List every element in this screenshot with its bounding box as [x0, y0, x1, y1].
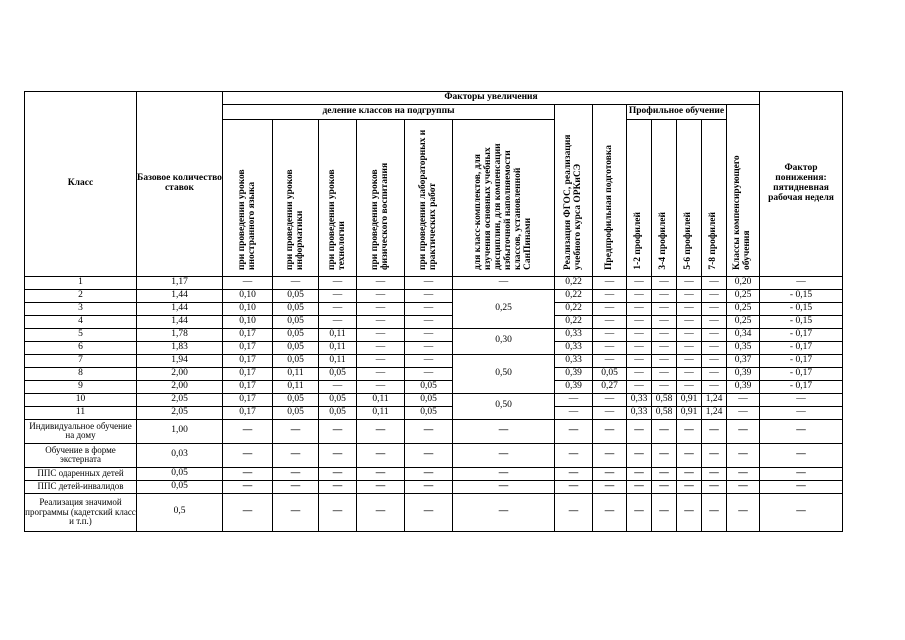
dash-cell: — — [652, 419, 677, 443]
header-div-col-4-cell — [357, 120, 405, 277]
division-value-cell: 0,05 — [273, 341, 319, 354]
fgos-cell: 0,22 — [555, 289, 593, 302]
profile-value-cell: — — [627, 315, 652, 328]
factor-down-cell: — — [760, 393, 843, 406]
base-cell: 1,78 — [137, 328, 223, 341]
class-cell: 10 — [25, 393, 137, 406]
dash-cell: — — [702, 467, 727, 480]
table-row — [25, 289, 843, 302]
dash-cell: — — [405, 419, 453, 443]
profile-value-cell: — — [652, 354, 677, 367]
fgos-cell: 0,22 — [555, 276, 593, 289]
header-factor-down: Фактор понижения: пятидневная рабочая неделя — [760, 92, 843, 277]
dash-cell: — — [223, 467, 273, 480]
dash-cell: — — [652, 480, 677, 493]
table-row — [25, 302, 843, 315]
profile-value-cell: — — [702, 367, 727, 380]
dash-cell: — — [677, 443, 702, 467]
class-cell: 5 — [25, 328, 137, 341]
division-value-cell: 0,17 — [223, 354, 273, 367]
compensation-merged-cell: 0,25 — [453, 289, 555, 328]
table-row — [25, 367, 843, 380]
division-value-cell: — — [357, 276, 405, 289]
division-value-cell: — — [223, 276, 273, 289]
compensating-cell: 0,25 — [727, 302, 760, 315]
preprof-cell: — — [593, 289, 627, 302]
dash-cell: — — [319, 443, 357, 467]
preprof-cell: 0,05 — [593, 367, 627, 380]
dash-cell: — — [319, 419, 357, 443]
factor-down-cell: - 0,15 — [760, 315, 843, 328]
division-value-cell: 0,05 — [273, 289, 319, 302]
special-label-cell: Индивидуальное обучение на дому — [25, 419, 137, 443]
compensating-cell: 0,37 — [727, 354, 760, 367]
header-profile-col-3-cell — [677, 120, 702, 277]
division-value-cell: 0,05 — [319, 367, 357, 380]
base-cell: 1,44 — [137, 315, 223, 328]
dash-cell: — — [273, 493, 319, 531]
division-value-cell: 0,05 — [405, 393, 453, 406]
class-cell: 3 — [25, 302, 137, 315]
division-value-cell: 0,10 — [223, 315, 273, 328]
dash-cell: — — [652, 493, 677, 531]
dash-cell: — — [319, 467, 357, 480]
compensation-merged-cell: 0,30 — [453, 328, 555, 354]
division-value-cell: 0,05 — [405, 406, 453, 419]
dash-cell: — — [273, 480, 319, 493]
profile-value-cell: — — [702, 276, 727, 289]
division-value-cell: — — [405, 302, 453, 315]
base-cell: 2,05 — [137, 393, 223, 406]
division-value-cell: — — [405, 315, 453, 328]
profile-value-cell: 0,58 — [652, 406, 677, 419]
base-cell: 0,03 — [137, 443, 223, 467]
division-value-cell: — — [319, 302, 357, 315]
profile-value-cell: — — [702, 380, 727, 393]
dash-cell: — — [677, 419, 702, 443]
fgos-cell: 0,39 — [555, 367, 593, 380]
division-value-cell: 0,17 — [223, 406, 273, 419]
dash-cell: — — [652, 443, 677, 467]
preprof-cell: — — [593, 328, 627, 341]
coefficients-table — [24, 91, 843, 532]
dash-cell: — — [555, 419, 593, 443]
header-profile-col-2-cell — [652, 120, 677, 277]
profile-value-cell: — — [677, 380, 702, 393]
profile-value-cell: 0,58 — [652, 393, 677, 406]
profile-value-cell: — — [627, 380, 652, 393]
header-class: Класс — [25, 92, 137, 277]
dash-cell: — — [627, 493, 652, 531]
division-value-cell: 0,05 — [273, 393, 319, 406]
dash-cell: — — [652, 467, 677, 480]
dash-cell: — — [702, 480, 727, 493]
special-label-cell: ППС детей-инвалидов — [25, 480, 137, 493]
preprof-cell: 0,27 — [593, 380, 627, 393]
table-row — [25, 443, 843, 467]
division-value-cell: 0,10 — [223, 289, 273, 302]
profile-value-cell: — — [627, 354, 652, 367]
profile-value-cell: — — [677, 315, 702, 328]
profile-value-cell: — — [702, 302, 727, 315]
dash-cell: — — [319, 480, 357, 493]
dash-cell: — — [627, 443, 652, 467]
class-cell: 2 — [25, 289, 137, 302]
dash-cell: — — [727, 493, 760, 531]
header-div-col-2: при проведении уроков информатики — [284, 169, 305, 270]
header-compensating: Классы компенсирующего обучения — [732, 155, 752, 270]
profile-value-cell: 0,91 — [677, 393, 702, 406]
dash-cell: — — [453, 443, 555, 467]
header-profile-col-2: 3-4 профилей — [658, 212, 669, 270]
dash-cell: — — [453, 419, 555, 443]
dash-cell: — — [760, 493, 843, 531]
header-div-col-1-cell — [223, 120, 273, 277]
division-value-cell: 0,05 — [273, 406, 319, 419]
division-value-cell: — — [405, 328, 453, 341]
division-value-cell: 0,05 — [405, 380, 453, 393]
dash-cell: — — [273, 419, 319, 443]
header-profile-col-3: 5-6 профилей — [683, 212, 694, 270]
header-div-col-5: при проведении лабораторных и практических работ — [417, 129, 438, 270]
division-value-cell: — — [357, 315, 405, 328]
division-value-cell: — — [357, 341, 405, 354]
table-row — [25, 315, 843, 328]
header-div-col-6: для класс-комплектов, для изучения основных учебных дисциплин, для компенсации избыточной наполняемости классов, установленной СанПинами — [472, 143, 533, 270]
dash-cell: — — [273, 443, 319, 467]
base-cell: 0,5 — [137, 493, 223, 531]
profile-value-cell: — — [627, 302, 652, 315]
dash-cell: — — [223, 443, 273, 467]
table-row — [25, 380, 843, 393]
base-cell: 1,83 — [137, 341, 223, 354]
division-value-cell: — — [357, 380, 405, 393]
dash-cell: — — [677, 493, 702, 531]
dash-cell: — — [727, 480, 760, 493]
factor-down-cell: — — [760, 276, 843, 289]
header-div-col-1: при проведении уроков иностранного языка — [236, 169, 257, 270]
dash-cell: — — [357, 493, 405, 531]
dash-cell: — — [453, 493, 555, 531]
header-fgos: Реализация ФГОС, реализация учебного курса ОРКиСЭ — [562, 134, 583, 270]
header-compensating-cell — [727, 105, 760, 277]
dash-cell: — — [453, 467, 555, 480]
base-cell: 2,00 — [137, 367, 223, 380]
dash-cell: — — [593, 467, 627, 480]
factor-down-cell: - 0,17 — [760, 380, 843, 393]
header-div-col-3: при проведении уроков технологии — [326, 169, 347, 270]
dash-cell: — — [627, 480, 652, 493]
table-row — [25, 341, 843, 354]
profile-value-cell: 0,91 — [677, 406, 702, 419]
dash-cell: — — [405, 467, 453, 480]
profile-value-cell: — — [702, 315, 727, 328]
dash-cell: — — [760, 443, 843, 467]
profile-value-cell: — — [652, 315, 677, 328]
table-row — [25, 419, 843, 443]
division-value-cell: 0,05 — [273, 328, 319, 341]
fgos-cell: — — [555, 406, 593, 419]
dash-cell: — — [702, 443, 727, 467]
division-value-cell: — — [319, 276, 357, 289]
factor-down-cell: - 0,17 — [760, 354, 843, 367]
dash-cell: — — [627, 419, 652, 443]
division-value-cell: 0,11 — [319, 341, 357, 354]
base-cell: 2,00 — [137, 380, 223, 393]
profile-value-cell: — — [627, 341, 652, 354]
profile-value-cell: — — [627, 367, 652, 380]
profile-value-cell: — — [652, 367, 677, 380]
division-value-cell: 0,05 — [319, 393, 357, 406]
fgos-cell: 0,39 — [555, 380, 593, 393]
header-factors-up: Факторы увеличения — [223, 92, 760, 105]
base-cell: 1,44 — [137, 289, 223, 302]
compensating-cell: 0,25 — [727, 289, 760, 302]
factor-down-cell: - 0,17 — [760, 328, 843, 341]
dash-cell: — — [593, 480, 627, 493]
compensating-cell: 0,35 — [727, 341, 760, 354]
compensating-cell: — — [727, 393, 760, 406]
class-cell: 6 — [25, 341, 137, 354]
factor-down-cell: — — [760, 406, 843, 419]
header-preprof-cell — [593, 105, 627, 277]
division-value-cell: — — [405, 367, 453, 380]
table-row — [25, 467, 843, 480]
dash-cell: — — [593, 419, 627, 443]
table-row — [25, 393, 843, 406]
compensating-cell: 0,39 — [727, 367, 760, 380]
division-value-cell: 0,17 — [223, 341, 273, 354]
header-div-col-6-cell — [453, 120, 555, 277]
dash-cell: — — [727, 419, 760, 443]
profile-value-cell: — — [702, 354, 727, 367]
profile-value-cell: — — [677, 354, 702, 367]
profile-value-cell: — — [627, 276, 652, 289]
division-value-cell: — — [319, 315, 357, 328]
preprof-cell: — — [593, 276, 627, 289]
profile-value-cell: — — [627, 328, 652, 341]
dash-cell: — — [357, 419, 405, 443]
factor-down-cell: - 0,17 — [760, 367, 843, 380]
class-cell: 1 — [25, 276, 137, 289]
header-div-col-4: при проведении уроков физического воспитания — [369, 162, 390, 270]
profile-value-cell: — — [652, 341, 677, 354]
division-value-cell: — — [405, 354, 453, 367]
dash-cell: — — [223, 493, 273, 531]
dash-cell: — — [357, 480, 405, 493]
division-value-cell: 0,11 — [357, 406, 405, 419]
compensating-cell: 0,39 — [727, 380, 760, 393]
dash-cell: — — [319, 493, 357, 531]
table-row — [25, 354, 843, 367]
profile-value-cell: — — [677, 367, 702, 380]
dash-cell: — — [223, 480, 273, 493]
table-row — [25, 480, 843, 493]
fgos-cell: 0,33 — [555, 328, 593, 341]
dash-cell: — — [760, 467, 843, 480]
profile-value-cell: — — [652, 302, 677, 315]
division-value-cell: — — [357, 302, 405, 315]
division-value-cell: 0,17 — [223, 367, 273, 380]
fgos-cell: 0,33 — [555, 354, 593, 367]
division-value-cell: 0,11 — [273, 380, 319, 393]
table-row — [25, 328, 843, 341]
division-value-cell: — — [357, 289, 405, 302]
fgos-cell: 0,22 — [555, 315, 593, 328]
dash-cell: — — [677, 467, 702, 480]
division-value-cell: 0,17 — [223, 328, 273, 341]
special-label-cell: Обучение в форме экстерната — [25, 443, 137, 467]
division-value-cell: — — [405, 289, 453, 302]
factor-down-cell: - 0,17 — [760, 341, 843, 354]
class-cell: 8 — [25, 367, 137, 380]
division-value-cell: — — [357, 367, 405, 380]
dash-cell: — — [760, 419, 843, 443]
class-cell: 11 — [25, 406, 137, 419]
header-profile-col-1-cell — [627, 120, 652, 277]
dash-cell: — — [453, 480, 555, 493]
profile-value-cell: — — [702, 289, 727, 302]
class-cell: 7 — [25, 354, 137, 367]
compensating-cell: 0,25 — [727, 315, 760, 328]
header-div-col-2-cell — [273, 120, 319, 277]
profile-value-cell: — — [652, 328, 677, 341]
header-div-col-3-cell — [319, 120, 357, 277]
division-value-cell: — — [319, 289, 357, 302]
base-cell: 1,44 — [137, 302, 223, 315]
header-fgos-cell — [555, 105, 593, 277]
profile-value-cell: 1,24 — [702, 406, 727, 419]
fgos-cell: 0,22 — [555, 302, 593, 315]
dash-cell: — — [727, 443, 760, 467]
base-cell: 0,05 — [137, 467, 223, 480]
fgos-cell: 0,33 — [555, 341, 593, 354]
profile-value-cell: — — [702, 328, 727, 341]
division-value-cell: 0,05 — [319, 406, 357, 419]
factor-down-cell: - 0,15 — [760, 302, 843, 315]
dash-cell: — — [223, 419, 273, 443]
dash-cell: — — [593, 443, 627, 467]
header-profile-col-1: 1-2 профилей — [633, 212, 644, 270]
preprof-cell: — — [593, 354, 627, 367]
preprof-cell: — — [593, 341, 627, 354]
table-row — [25, 406, 843, 419]
profile-value-cell: — — [677, 328, 702, 341]
dash-cell: — — [405, 493, 453, 531]
class-cell: 9 — [25, 380, 137, 393]
division-value-cell: 0,17 — [223, 380, 273, 393]
profile-value-cell: — — [677, 302, 702, 315]
profile-value-cell: — — [627, 289, 652, 302]
dash-cell: — — [405, 443, 453, 467]
compensating-cell: — — [727, 406, 760, 419]
preprof-cell: — — [593, 315, 627, 328]
division-value-cell: — — [357, 354, 405, 367]
base-cell: 2,05 — [137, 406, 223, 419]
factor-down-cell: - 0,15 — [760, 289, 843, 302]
compensating-cell: 0,20 — [727, 276, 760, 289]
division-value-cell: 0,11 — [319, 328, 357, 341]
base-cell: 1,17 — [137, 276, 223, 289]
dash-cell: — — [273, 467, 319, 480]
division-value-cell: — — [273, 276, 319, 289]
header-profile-col-4-cell — [702, 120, 727, 277]
class-cell: 4 — [25, 315, 137, 328]
division-value-cell: 0,05 — [273, 354, 319, 367]
special-label-cell: Реализация значимой программы (кадетский класс и т.п.) — [25, 493, 137, 531]
base-cell: 1,00 — [137, 419, 223, 443]
division-value-cell: 0,11 — [319, 354, 357, 367]
dash-cell: — — [702, 493, 727, 531]
dash-cell: — — [677, 480, 702, 493]
profile-value-cell: — — [677, 276, 702, 289]
division-value-cell: 0,05 — [273, 315, 319, 328]
compensation-merged-cell: 0,50 — [453, 354, 555, 393]
dash-cell: — — [555, 480, 593, 493]
division-value-cell: 0,17 — [223, 393, 273, 406]
profile-value-cell: — — [652, 276, 677, 289]
dash-cell: — — [555, 467, 593, 480]
base-cell: 1,94 — [137, 354, 223, 367]
division-value-cell: — — [405, 341, 453, 354]
dash-cell: — — [555, 443, 593, 467]
profile-value-cell: 0,33 — [627, 393, 652, 406]
profile-value-cell: 0,33 — [627, 406, 652, 419]
preprof-cell: — — [593, 302, 627, 315]
dash-cell: — — [357, 467, 405, 480]
division-value-cell: — — [357, 328, 405, 341]
table-row — [25, 493, 843, 531]
table-row — [25, 276, 843, 289]
division-value-cell: 0,05 — [273, 302, 319, 315]
special-label-cell: ППС одаренных детей — [25, 467, 137, 480]
dash-cell: — — [593, 493, 627, 531]
division-value-cell: — — [319, 380, 357, 393]
header-preprof: Предпрофильная подготовка — [603, 145, 614, 270]
header-div-col-5-cell — [405, 120, 453, 277]
dash-cell: — — [727, 467, 760, 480]
header-profile-col-4: 7-8 профилей — [708, 212, 719, 270]
dash-cell: — — [760, 480, 843, 493]
profile-value-cell: — — [652, 380, 677, 393]
division-value-cell: 0,11 — [357, 393, 405, 406]
profile-value-cell: — — [677, 341, 702, 354]
division-value-cell: 0,10 — [223, 302, 273, 315]
header-base: Базовое количество ставок — [137, 92, 223, 277]
dash-cell: — — [702, 419, 727, 443]
dash-cell: — — [555, 493, 593, 531]
dash-cell: — — [405, 480, 453, 493]
base-cell: 0,05 — [137, 480, 223, 493]
profile-value-cell: — — [702, 341, 727, 354]
preprof-cell: — — [593, 393, 627, 406]
dash-cell: — — [627, 467, 652, 480]
compensating-cell: 0,34 — [727, 328, 760, 341]
header-profile: Профильное обучение — [627, 105, 727, 120]
division-value-cell: 0,11 — [273, 367, 319, 380]
profile-value-cell: — — [652, 289, 677, 302]
preprof-cell: — — [593, 406, 627, 419]
compensation-merged-cell: 0,50 — [453, 393, 555, 419]
profile-value-cell: — — [677, 289, 702, 302]
header-division: деление классов на подгруппы — [223, 105, 555, 120]
division-value-cell: — — [405, 276, 453, 289]
profile-value-cell: 1,24 — [702, 393, 727, 406]
fgos-cell: — — [555, 393, 593, 406]
compensation-merged-cell: — — [453, 276, 555, 289]
dash-cell: — — [357, 443, 405, 467]
